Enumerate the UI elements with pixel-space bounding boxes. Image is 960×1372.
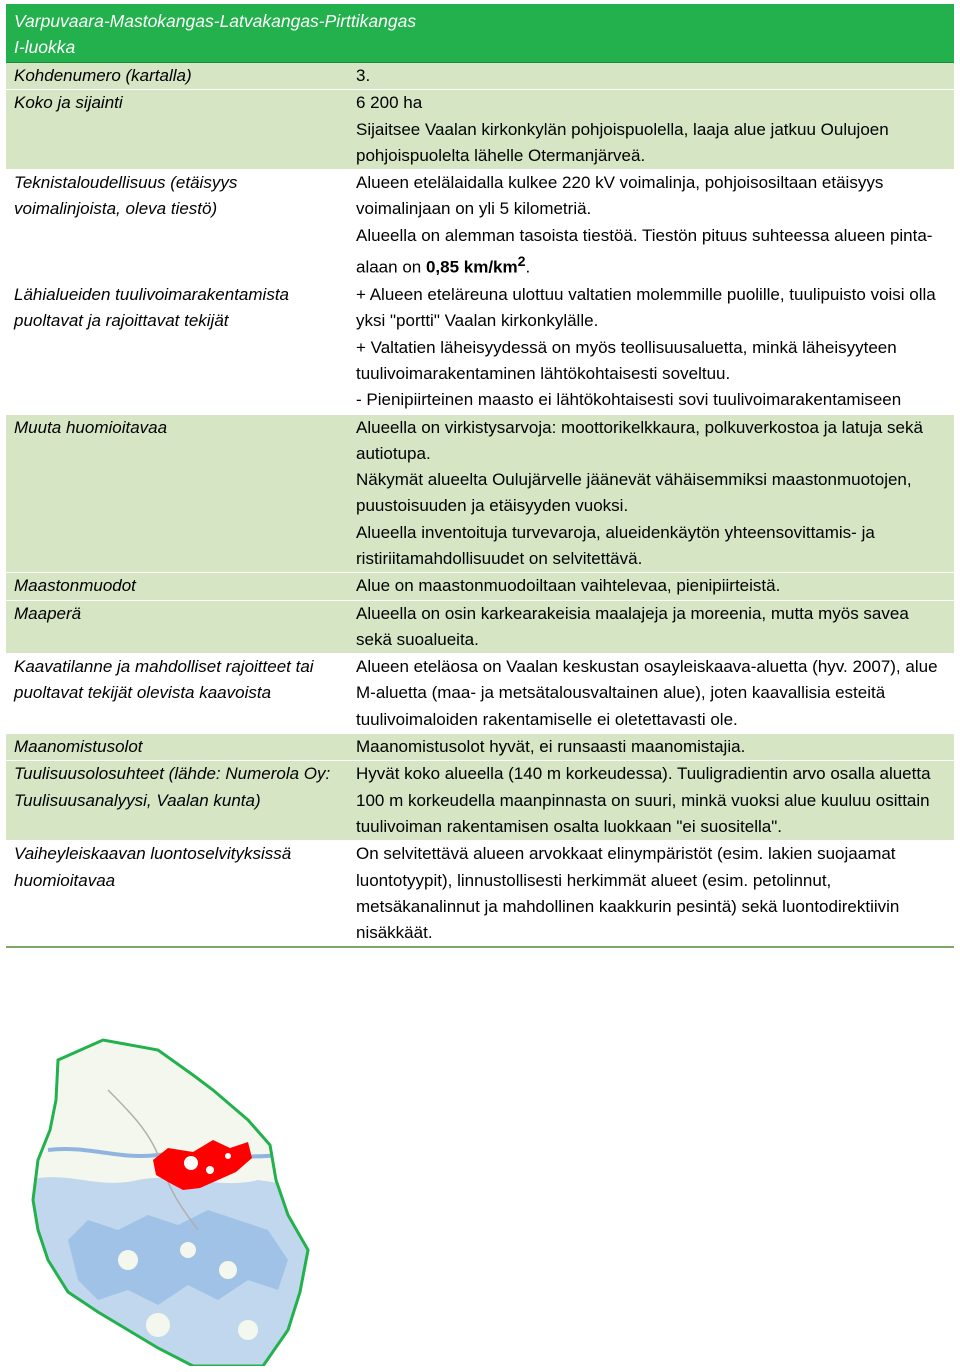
row-label: Maanomistusolot — [14, 737, 143, 757]
island — [219, 1261, 237, 1279]
row-text: - Pienipiirteinen maasto ei lähtökohtaisesti sovi tuulivoimarakentamiseen — [356, 390, 902, 410]
row-value — [348, 90, 954, 169]
row-text: + Valtatien läheisyydessä on myös teollisuusaluetta, minkä läheisyyteen tuulivoimarakentaminen lähtökohtaisesti soveltuu. — [356, 337, 897, 383]
row-text: Sijaitsee Vaalan kirkonkylän pohjoispuolella, laaja alue jatkuu Oulujoen pohjoispuolelta lähelle Otermanjärveä. — [356, 119, 889, 165]
row-value — [348, 170, 954, 281]
table-row — [6, 63, 954, 90]
row-value — [348, 415, 954, 573]
table-row — [6, 654, 954, 734]
island — [118, 1250, 138, 1270]
row-value — [348, 654, 954, 733]
row-text: On selvitettävä alueen arvokkaat elinympäristöt (esim. lakien suojaamat luontotyypit), linnustollisesti herkimmät alueet (esim. petolinnut, metsäkanalinnut ja mahdollinen kaakkurin pesintä) sekä luontodirektiivin nisäkkäät. — [356, 844, 900, 943]
row-value — [348, 573, 954, 599]
row-text: Maanomistusolot hyvät, ei runsaasti maanomistajia. — [356, 737, 746, 757]
row-text-part: . — [525, 257, 531, 277]
row-text: Alueella inventoituja turvevaroja, alueidenkäytön yhteensovittamis- ja ristiriitamahdollisuudet on selvitettävä. — [356, 522, 875, 568]
row-text — [356, 223, 948, 281]
row-text: Alueella on virkistysarvoja: moottorikelkkaura, polkuverkostoa ja latuja sekä autiotupa. — [356, 417, 923, 463]
row-label: Lähialueiden tuulivoimarakentamista puoltavat ja rajoittavat tekijät — [14, 285, 289, 331]
row-text: Alueen eteläosa on Vaalan keskustan osayleiskaava-aluetta (hyv. 2007), alue M-aluetta (maa- ja metsätalousvaltainen alue), joten kaavallisia esteitä tuulivoimaloiden rakentamiselle ei oletettavasti ole. — [356, 657, 938, 729]
table-row — [6, 734, 954, 761]
location-map — [8, 1030, 328, 1366]
row-label: Kohdenumero (kartalla) — [14, 66, 192, 85]
row-text: Alueella on osin karkearakeisia maalajeja ja moreenia, mutta myös savea sekä suoalueita. — [356, 603, 909, 649]
location-map-image — [8, 1030, 328, 1366]
area-hole — [206, 1166, 214, 1174]
row-text: 3. — [356, 66, 371, 85]
area-hole — [225, 1153, 231, 1159]
island — [180, 1242, 196, 1258]
row-text: Alue on maastonmuodoiltaan vaihtelevaa, pienipiirteistä. — [356, 576, 781, 596]
table-row — [6, 841, 954, 948]
area-hole — [184, 1156, 198, 1170]
row-label: Maastonmuodot — [14, 576, 136, 596]
table-row — [6, 573, 954, 600]
table-row — [6, 415, 954, 574]
row-value — [348, 601, 954, 654]
row-value — [348, 841, 954, 946]
road-density-exponent: 2 — [517, 254, 526, 271]
row-label: Kaavatilanne ja mahdolliset rajoitteet tai puoltavat tekijät olevista kaavoista — [14, 657, 314, 703]
area-title: Varpuvaara-Mastokangas-Latvakangas-Pirttikangas — [14, 11, 417, 31]
row-label: Vaiheyleiskaavan luontoselvityksissä huomioitavaa — [14, 844, 292, 890]
row-value — [348, 282, 954, 413]
row-text: + Alueen eteläreuna ulottuu valtatien molemmille puolille, tuulipuisto voisi olla yksi "portti" Vaalan kirkonkylälle. — [356, 285, 936, 331]
row-text: Hyvät koko alueella (140 m korkeudessa). Tuuligradientin arvo osalla aluetta 100 m korkeudella maanpinnasta on suuri, minkä vuoksi alue kuuluu osittain tuulivoiman rakentamisen osalta luokkaan "ei suositella". — [356, 764, 931, 836]
row-label: Muuta huomioitavaa — [14, 417, 168, 437]
row-text-part: Alueella on alemman tasoista tiestöä. Tiestön pituus suhteessa alueen pinta-alaan on — [356, 225, 933, 277]
area-class: I-luokka — [14, 37, 76, 57]
table-header — [6, 4, 954, 63]
table-row — [6, 170, 954, 282]
row-text: Alueen etelälaidalla kulkee 220 kV voimalinja, pohjoisosiltaan etäisyys voimalinjaan on yli 5 kilometriä. — [356, 173, 884, 219]
road-density-value: 0,85 km/km — [425, 257, 518, 277]
island — [146, 1313, 170, 1337]
table-row — [6, 761, 954, 841]
info-table — [6, 4, 954, 948]
row-text: Näkymät alueelta Oulujärvelle jäänevät vähäisemmiksi maastonmuotojen, puustoisuuden ja etäisyyden vuoksi. — [356, 470, 912, 516]
row-label: Koko ja sijainti — [14, 93, 123, 113]
row-label: Teknistaloudellisuus (etäisyys voimalinjoista, oleva tiestö) — [14, 173, 238, 219]
table-row — [6, 282, 954, 414]
row-value — [348, 761, 954, 840]
table-row — [6, 90, 954, 170]
island — [238, 1320, 258, 1340]
row-value — [348, 734, 954, 760]
row-value — [348, 63, 954, 89]
row-label: Tuulisuusolosuhteet (lähde: Numerola Oy: Tuulisuusanalyysi, Vaalan kunta) — [14, 764, 331, 810]
row-label: Maaperä — [14, 603, 82, 623]
table-row — [6, 601, 954, 655]
row-text: 6 200 ha — [356, 93, 423, 113]
